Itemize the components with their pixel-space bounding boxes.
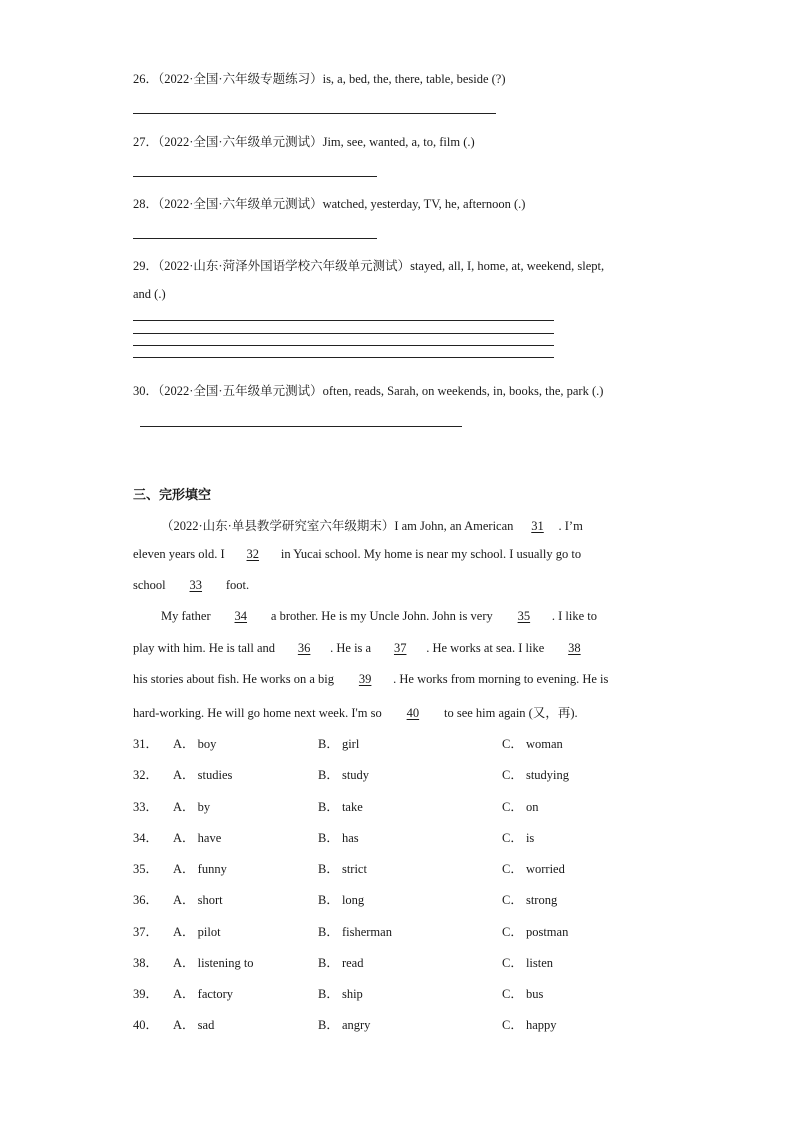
passage-text: . I like to [551, 609, 597, 623]
blank-37[interactable]: 37 [393, 641, 407, 655]
option-a-text: A． pilot [173, 925, 221, 939]
option-b[interactable]: B． strict [318, 862, 367, 876]
option-c[interactable]: C． is [502, 831, 535, 845]
blank-40[interactable]: 40 [406, 706, 420, 720]
option-c[interactable]: C． woman [502, 737, 563, 751]
question-words: is, a, bed, the, there, table, beside (?) [322, 72, 506, 86]
passage-text: his stories about fish. He works on a big [133, 672, 338, 686]
option-number: 38． [133, 956, 159, 970]
question-words: Jim, see, wanted, a, to, film (.) [322, 135, 475, 149]
blank-35[interactable]: 35 [517, 609, 531, 623]
option-b[interactable]: B． has [318, 831, 359, 845]
passage-text: hard-working. He will go home next week. I'm so [133, 706, 385, 720]
answer-line[interactable] [133, 176, 377, 177]
option-number: 39． [133, 987, 159, 1001]
option-a[interactable] [133, 828, 221, 846]
question-source: （2022·全国·五年级单元测试） [158, 384, 323, 398]
question-26 [133, 69, 506, 87]
question-30 [133, 381, 603, 399]
option-b[interactable]: B． ship [318, 987, 363, 1001]
passage-text: My father [161, 609, 214, 623]
option-a-text: A． listening to [173, 956, 254, 970]
answer-line[interactable] [140, 426, 462, 427]
question-number: 27． [133, 135, 159, 149]
blank-38[interactable]: 38 [568, 641, 581, 655]
blank-33[interactable]: 33 [189, 578, 203, 592]
answer-line[interactable] [133, 345, 554, 346]
passage-text: school [133, 578, 169, 592]
passage-text: . He works from morning to evening. He is [393, 672, 609, 686]
question-27 [133, 132, 475, 150]
passage-text: a brother. He is my Uncle John. John is very [267, 609, 496, 623]
passage-source: （2022·山东·单县教学研究室六年级期末） [161, 519, 395, 533]
passage-text: foot. [222, 578, 250, 592]
option-b[interactable]: B． fisherman [318, 925, 392, 939]
question-words: stayed, all, I, home, at, weekend, slept, [410, 259, 605, 273]
option-a-text: A． have [173, 831, 222, 845]
option-a[interactable] [133, 922, 221, 940]
section-title: 三、完形填空 [133, 488, 212, 503]
option-c[interactable]: C． bus [502, 987, 544, 1001]
passage-text: . I’m [558, 519, 583, 533]
question-28 [133, 194, 525, 212]
option-a[interactable] [133, 765, 232, 783]
question-source: （2022·全国·六年级单元测试） [158, 197, 323, 211]
question-words: often, reads, Sarah, on weekends, in, books, the, park (.) [322, 384, 604, 398]
option-number: 40． [133, 1018, 159, 1032]
option-c[interactable]: C． listen [502, 956, 554, 970]
passage-text: play with him. He is tall and [133, 641, 279, 655]
blank-31[interactable]: 31 [531, 519, 544, 533]
passage-line-4 [161, 609, 597, 624]
option-c[interactable]: C． studying [502, 768, 570, 782]
option-b[interactable]: B． study [318, 768, 370, 782]
option-b[interactable]: B． take [318, 800, 363, 814]
question-number: 26． [133, 72, 159, 86]
passage-text: in Yucai school. My home is near my school. I usually go to [277, 547, 582, 561]
option-number: 36． [133, 893, 159, 907]
option-a[interactable] [133, 797, 210, 815]
blank-36[interactable]: 36 [297, 641, 311, 655]
question-source: （2022·山东·菏泽外国语学校六年级单元测试） [158, 259, 411, 273]
blank-34[interactable]: 34 [234, 609, 248, 623]
option-a[interactable] [133, 890, 223, 908]
option-b[interactable]: B． angry [318, 1018, 371, 1032]
option-a[interactable] [133, 953, 254, 971]
question-words: watched, yesterday, TV, he, afternoon (.) [322, 197, 526, 211]
blank-39[interactable]: 39 [358, 672, 372, 686]
blank-32[interactable]: 32 [246, 547, 260, 561]
question-29-continued [133, 287, 166, 302]
passage-line-1 [161, 516, 583, 534]
option-a-text: A． short [173, 893, 223, 907]
question-number: 29． [133, 259, 159, 273]
question-source: （2022·全国·六年级单元测试） [158, 135, 323, 149]
passage-text: eleven years old. I [133, 547, 228, 561]
question-number: 28． [133, 197, 159, 211]
option-c[interactable]: C． strong [502, 893, 558, 907]
answer-line[interactable] [133, 113, 496, 114]
option-a[interactable] [133, 734, 216, 752]
question-source: （2022·全国·六年级专题练习） [158, 72, 323, 86]
option-a-text: A． factory [173, 987, 234, 1001]
option-number: 32． [133, 768, 159, 782]
answer-line[interactable] [133, 320, 554, 321]
option-a-text: A． boy [173, 737, 217, 751]
option-number: 35． [133, 862, 159, 876]
option-c[interactable]: C． happy [502, 1018, 557, 1032]
option-b[interactable]: B． girl [318, 737, 360, 751]
question-words: and (.) [133, 287, 166, 301]
passage-line-3 [133, 578, 249, 593]
passage-text: . He works at sea. I like [426, 641, 548, 655]
option-a-text: A． funny [173, 862, 227, 876]
option-number: 37． [133, 925, 159, 939]
passage-line-5 [133, 641, 601, 656]
option-a[interactable] [133, 1015, 214, 1033]
answer-line[interactable] [133, 333, 554, 334]
option-c[interactable]: C． worried [502, 862, 565, 876]
question-29 [133, 256, 604, 274]
option-number: 33． [133, 800, 159, 814]
passage-line-7 [133, 703, 578, 721]
option-c[interactable]: C． postman [502, 925, 569, 939]
option-a[interactable] [133, 859, 227, 877]
passage-text: I am John, an American [394, 519, 517, 533]
option-a-text: A． sad [173, 1018, 215, 1032]
option-a-text: A． studies [173, 768, 233, 782]
answer-line[interactable] [133, 238, 377, 239]
option-b[interactable]: B． long [318, 893, 365, 907]
passage-line-6 [133, 672, 608, 687]
option-b[interactable]: B． read [318, 956, 364, 970]
passage-text: . He is a [330, 641, 375, 655]
option-c[interactable]: C． on [502, 800, 539, 814]
option-number: 34． [133, 831, 159, 845]
option-a-text: A． by [173, 800, 211, 814]
passage-text: to see him again (又，再). [440, 706, 578, 720]
passage-line-2 [133, 547, 581, 562]
option-number: 31． [133, 737, 159, 751]
question-number: 30． [133, 384, 159, 398]
answer-line[interactable] [133, 357, 554, 358]
option-a[interactable] [133, 984, 233, 1002]
